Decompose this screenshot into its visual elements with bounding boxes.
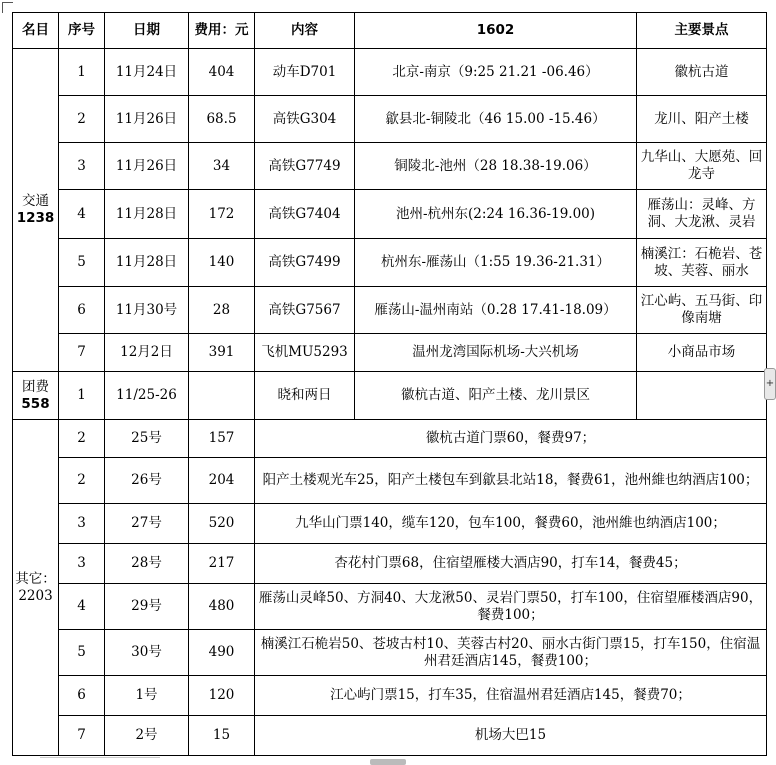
date-cell: 11月24日: [105, 49, 189, 96]
sights-cell: 龙川、阳产土楼: [637, 96, 767, 143]
date-cell: 11月28日: [105, 190, 189, 239]
category-label: 交通: [22, 193, 49, 209]
seq-cell: 3: [59, 143, 105, 190]
detail-cell: 楠溪江石桅岩50、苍坡古村10、芙蓉古村20、丽水古街门票15，打车150，住宿温州君廷酒店145，餐费100；: [255, 630, 767, 676]
date-cell: 26号: [105, 458, 189, 504]
resize-handle[interactable]: [370, 759, 406, 765]
table-row: [13, 372, 767, 420]
cost-cell: 120: [189, 676, 255, 716]
cost-cell: 490: [189, 630, 255, 676]
cost-cell: 34: [189, 143, 255, 190]
table-row: [13, 716, 767, 756]
date-cell: 25号: [105, 420, 189, 458]
cost-cell: 520: [189, 504, 255, 544]
table-row: [13, 458, 767, 504]
table-row: [13, 287, 767, 334]
table-row: [13, 49, 767, 96]
header-content: 内容: [255, 13, 355, 49]
seq-cell: 4: [59, 584, 105, 630]
date-cell: 11月30号: [105, 287, 189, 334]
date-cell: 12月2日: [105, 334, 189, 372]
content-cell: 飞机MU5293: [255, 334, 355, 372]
category-transport: [13, 49, 59, 372]
seq-cell: 3: [59, 544, 105, 584]
category-label: 团费: [22, 378, 49, 395]
sights-cell: 九华山、大愿苑、回龙寺: [637, 143, 767, 190]
header-sights: 主要景点: [637, 13, 767, 49]
cut-off-footer-line: [40, 757, 160, 765]
seq-cell: 5: [59, 630, 105, 676]
content-cell: 高铁G7499: [255, 239, 355, 287]
category-other: [13, 420, 59, 756]
cost-cell: 172: [189, 190, 255, 239]
seq-cell: 1: [59, 49, 105, 96]
detail-cell: 江心屿门票15，打车35，住宿温州君廷酒店145，餐费70；: [255, 676, 767, 716]
cost-cell: [189, 372, 255, 420]
detail-cell: 九华山门票140，缆车120，包车100，餐费60，池州維也纳酒店100；: [255, 504, 767, 544]
cost-cell: 157: [189, 420, 255, 458]
seq-cell: 1: [59, 372, 105, 420]
header-date: 日期: [105, 13, 189, 49]
date-cell: 11/25-26: [105, 372, 189, 420]
content-cell: 高铁G304: [255, 96, 355, 143]
detail-cell: 阳产土楼观光车25，阳产土楼包车到歙县北站18，餐费61，池州維也纳酒店100；: [255, 458, 767, 504]
content-cell: 高铁G7749: [255, 143, 355, 190]
seq-cell: 2: [59, 458, 105, 504]
sights-cell: 江心屿、五马街、印像南塘: [637, 287, 767, 334]
category-total: 1238: [16, 210, 55, 226]
header-1602: 1602: [355, 13, 637, 49]
route-cell: 铜陵北-池州（28 18.38-19.06）: [355, 143, 637, 190]
route-cell: 歙县北-铜陵北（46 15.00 -15.46）: [355, 96, 637, 143]
detail-cell: 雁荡山灵峰50、方洞40、大龙湫50、灵岩门票50，打车100，住宿望雁楼酒店90，餐费100；: [255, 584, 767, 630]
date-cell: 11月26日: [105, 143, 189, 190]
content-cell: 动车D701: [255, 49, 355, 96]
sights-cell: 徽杭古道: [637, 49, 767, 96]
seq-cell: 2: [59, 96, 105, 143]
route-cell: 北京-南京（9:25 21.21 -06.46）: [355, 49, 637, 96]
table-row: [13, 190, 767, 239]
sights-cell: 楠溪江：石桅岩、苍坡、芙蓉、丽水: [637, 239, 767, 287]
table-row: [13, 676, 767, 716]
route-cell: 杭州东-雁荡山（1:55 19.36-21.31）: [355, 239, 637, 287]
header-seq: 序号: [59, 13, 105, 49]
seq-cell: 2: [59, 420, 105, 458]
date-cell: 28号: [105, 544, 189, 584]
table-row: [13, 630, 767, 676]
cost-cell: 217: [189, 544, 255, 584]
route-cell: 徽杭古道、阳产土楼、龙川景区: [355, 372, 637, 420]
cost-cell: 391: [189, 334, 255, 372]
content-cell: 高铁G7567: [255, 287, 355, 334]
date-cell: 1号: [105, 676, 189, 716]
expense-table: [12, 12, 767, 756]
route-cell: 池州-杭州东(2:24 16.36-19.00): [355, 190, 637, 239]
content-cell: 晓和两日: [255, 372, 355, 420]
cost-cell: 480: [189, 584, 255, 630]
cost-cell: 28: [189, 287, 255, 334]
table-row: [13, 420, 767, 458]
header-cost: 费用：元: [189, 13, 255, 49]
cost-cell: 404: [189, 49, 255, 96]
header-name: 名目: [13, 13, 59, 49]
table-row: [13, 504, 767, 544]
date-cell: 2号: [105, 716, 189, 756]
category-total: 558: [21, 395, 50, 412]
date-cell: 29号: [105, 584, 189, 630]
route-cell: 雁荡山-温州南站（0.28 17.41-18.09）: [355, 287, 637, 334]
cost-cell: 68.5: [189, 96, 255, 143]
plus-icon[interactable]: +: [764, 368, 776, 400]
table-row: [13, 239, 767, 287]
route-cell: 温州龙湾国际机场-大兴机场: [355, 334, 637, 372]
detail-cell: 机场大巴15: [255, 716, 767, 756]
seq-cell: 7: [59, 716, 105, 756]
bottom-edge: [0, 757, 776, 765]
cost-cell: 140: [189, 239, 255, 287]
date-cell: 27号: [105, 504, 189, 544]
sights-cell: 小商品市场: [637, 334, 767, 372]
date-cell: 30号: [105, 630, 189, 676]
table-row: [13, 143, 767, 190]
table-row: [13, 96, 767, 143]
cut-off-heading: [0, 0, 776, 12]
date-cell: 11月26日: [105, 96, 189, 143]
cost-cell: 204: [189, 458, 255, 504]
date-cell: 11月28日: [105, 239, 189, 287]
sights-cell: 雁荡山：灵峰、方洞、大龙湫、灵岩: [637, 190, 767, 239]
seq-cell: 5: [59, 239, 105, 287]
table-row: [13, 584, 767, 630]
seq-cell: 4: [59, 190, 105, 239]
table-row: [13, 544, 767, 584]
cost-cell: 15: [189, 716, 255, 756]
category-group: [13, 372, 59, 420]
seq-cell: 7: [59, 334, 105, 372]
seq-cell: 3: [59, 504, 105, 544]
table-row: [13, 334, 767, 372]
category-label: 其它：: [15, 570, 56, 587]
header-row: [13, 13, 767, 49]
sights-cell: [637, 372, 767, 420]
content-cell: 高铁G7404: [255, 190, 355, 239]
seq-cell: 6: [59, 676, 105, 716]
detail-cell: 徽杭古道门票60，餐费97；: [255, 420, 767, 458]
seq-cell: 6: [59, 287, 105, 334]
detail-cell: 杏花村门票68，住宿望雁楼大酒店90，打车14，餐费45；: [255, 544, 767, 584]
category-total: 2203: [18, 587, 53, 604]
